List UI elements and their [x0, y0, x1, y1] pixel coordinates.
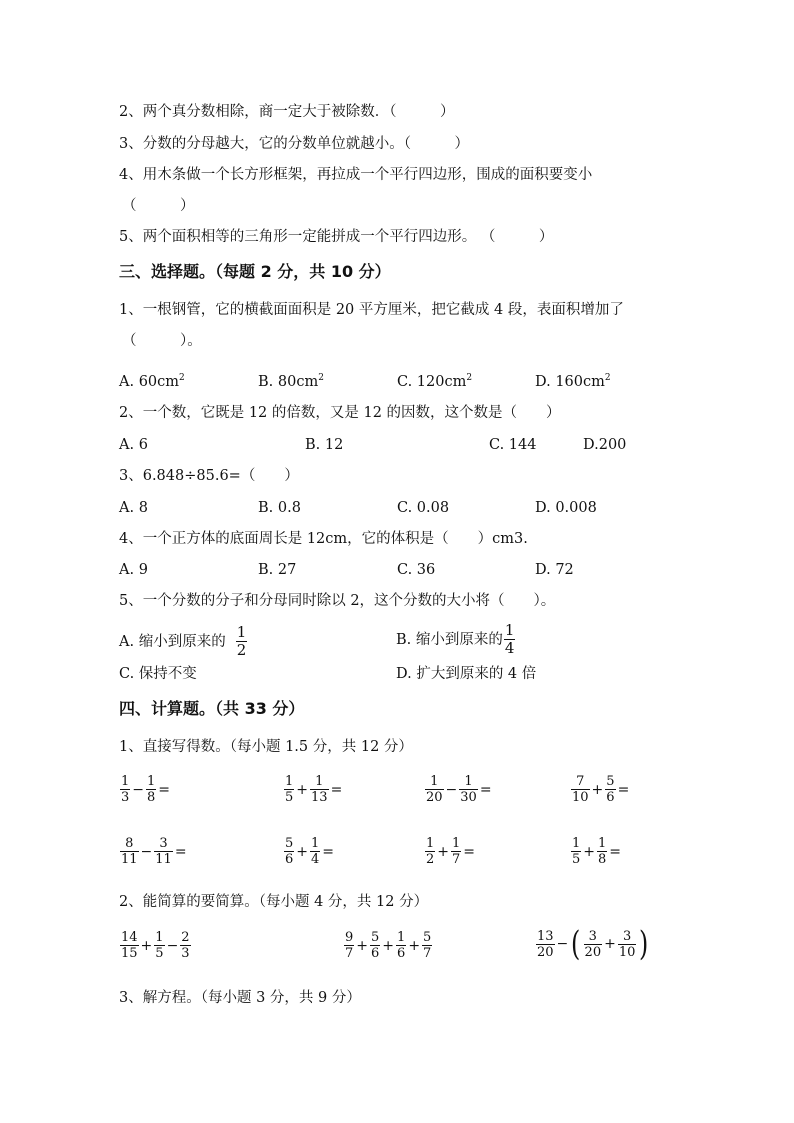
s3-q1-option-b: B. $80cm^2$ [258, 373, 324, 390]
direct-calc-item: $\frac{1}{3}$ − $\frac{1}{8}$ = [121, 774, 171, 805]
direct-calc-item: $\frac{1}{5}$ + $\frac{1}{13}$ = [285, 774, 343, 805]
s3-q5: 5、一个分数的分子和分母同时除以 2，这个分数的大小将（ ）。 [119, 593, 556, 609]
simplify-expr-1: $\frac{14}{15}$ + $\frac{1}{5}$ − $\frac{2}{3}$ [121, 930, 190, 961]
s3-q3: 3、6.848÷85.6=（ ） [119, 468, 299, 484]
s3-q4-option-b: B. 27 [258, 562, 297, 578]
judge-q3: 3、分数的分母越大，它的分数单位就越小。（ ） [119, 136, 469, 152]
s3-q5-option-d: D. 扩大到原来的 4 倍 [396, 666, 537, 682]
s3-q3-option-b: B. 0.8 [258, 500, 301, 516]
s3-q3-option-d: D. 0.008 [535, 500, 597, 516]
s3-q5-option-a: A. 缩小到原来的 $\frac{1}{2}$ [119, 623, 247, 659]
s3-q5-option-c: C. 保持不变 [119, 666, 197, 682]
s3-q1-option-a: A. $60cm^2$ [119, 373, 185, 390]
direct-calc-item: $\frac{1}{2}$ + $\frac{1}{7}$ = [426, 836, 476, 867]
section4-heading: 四、计算题。（共 33 分） [119, 699, 305, 718]
section3-heading: 三、选择题。（每题 2 分，共 10 分） [119, 262, 391, 281]
s3-q5-option-b: B. 缩小到原来的 $\frac{1}{4}$ [396, 621, 515, 657]
s3-q2-option-b: B. 12 [305, 437, 344, 453]
s3-q1: 1、一根钢管，它的横截面面积是 20 平方厘米，把它截成 4 段，表面积增加了 [119, 302, 624, 318]
judge-q2: 2、两个真分数相除，商一定大于被除数．（ ） [119, 104, 455, 120]
judge-q5: 5、两个面积相等的三角形一定能拼成一个平行四边形。 （ ） [119, 229, 554, 245]
s3-q2-option-a: A. 6 [119, 437, 148, 453]
s3-q2-option-d: D.200 [583, 437, 627, 453]
s4-part1: 1、直接写得数。（每小题 1.5 分，共 12 分） [119, 739, 413, 755]
direct-calc-item: $\frac{8}{11}$ − $\frac{3}{11}$ = [121, 836, 187, 867]
judge-q4-blank: （ ） [122, 198, 195, 214]
s4-part3: 3、解方程。（每小题 3 分，共 9 分） [119, 990, 361, 1006]
s3-q1-option-c: C. $120cm^2$ [397, 373, 473, 390]
s3-q1-option-d: D. $160cm^2$ [535, 373, 611, 390]
direct-calc-item: $\frac{5}{6}$ + $\frac{1}{4}$ = [285, 836, 335, 867]
s4-part2: 2、能简算的要简算。（每小题 4 分，共 12 分） [119, 894, 429, 910]
s3-q4-option-a: A. 9 [119, 562, 148, 578]
s3-q4-option-d: D. 72 [535, 562, 574, 578]
s3-q3-option-a: A. 8 [119, 500, 148, 516]
direct-calc-item: $\frac{7}{10}$ + $\frac{5}{6}$ = [572, 774, 630, 805]
s3-q3-option-c: C. 0.08 [397, 500, 450, 516]
simplify-expr-3: $\frac{13}{20}$ − ( $\frac{3}{20}$ + $\frac{3}{10}$ ) [537, 924, 649, 964]
direct-calc-item: $\frac{1}{20}$ − $\frac{1}{30}$ = [426, 774, 492, 805]
judge-q4: 4、用木条做一个长方形框架，再拉成一个平行四边形，围成的面积要变小 [119, 167, 593, 183]
s3-q2: 2、一个数，它既是 12 的倍数，又是 12 的因数，这个数是（ ） [119, 405, 561, 421]
s3-q4: 4、一个正方体的底面周长是 12cm，它的体积是（ ）cm3. [119, 531, 528, 547]
s3-q4-option-c: C. 36 [397, 562, 436, 578]
simplify-expr-2: $\frac{9}{7}$ + $\frac{5}{6}$ + $\frac{1}{6}$ + $\frac{5}{7}$ [345, 930, 432, 961]
s3-q1-blank: （ ）。 [122, 333, 202, 349]
direct-calc-item: $\frac{1}{5}$ + $\frac{1}{8}$ = [572, 836, 622, 867]
s3-q2-option-c: C. 144 [489, 437, 537, 453]
